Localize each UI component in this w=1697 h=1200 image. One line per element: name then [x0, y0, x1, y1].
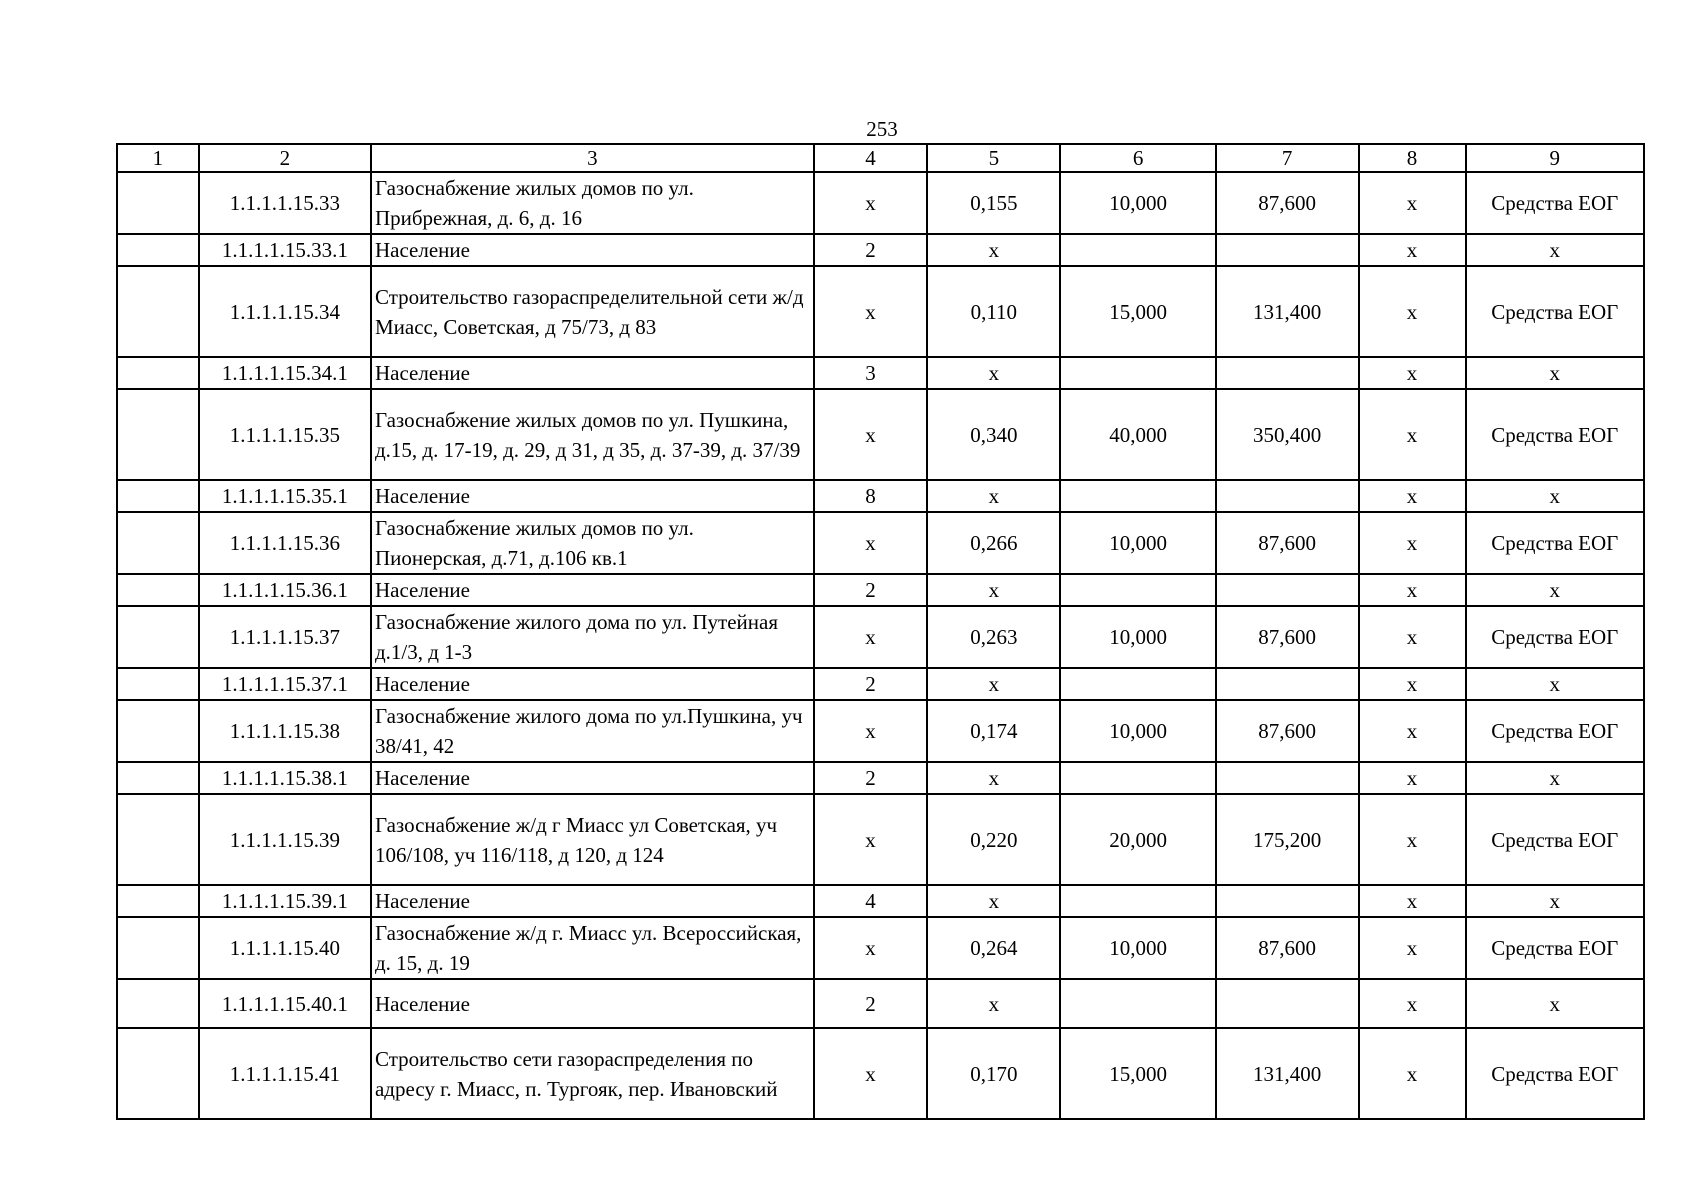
- value-cell: [1060, 480, 1215, 512]
- value-cell: 10,000: [1060, 172, 1215, 234]
- header-cell: 1: [117, 144, 199, 172]
- value-cell: 131,400: [1216, 266, 1359, 357]
- row-index-cell: [117, 574, 199, 606]
- mark-cell: х: [1359, 606, 1466, 668]
- value-cell: 0,264: [927, 917, 1060, 979]
- table-row: [117, 389, 1644, 480]
- count-cell: 2: [814, 668, 927, 700]
- description-cell: Газоснабжение жилого дома по ул.Пушкина, уч 38/41, 42: [371, 700, 814, 762]
- value-cell: 0,174: [927, 700, 1060, 762]
- count-cell: 2: [814, 762, 927, 794]
- value-cell: [1060, 979, 1215, 1028]
- table-row: [117, 172, 1644, 234]
- value-cell: 175,200: [1216, 794, 1359, 885]
- description-cell: Газоснабжение жилых домов по ул. Пушкина, д.15, д. 17-19, д. 29, д 31, д 35, д. 37-39, д. 37/39: [371, 389, 814, 480]
- funding-source-cell: Средства ЕОГ: [1466, 794, 1644, 885]
- funding-source-cell: Средства ЕОГ: [1466, 1028, 1644, 1119]
- mark-cell: х: [1359, 1028, 1466, 1119]
- column-number-header-row: [117, 144, 1644, 172]
- count-cell: х: [814, 266, 927, 357]
- value-cell: 0,263: [927, 606, 1060, 668]
- description-cell: Газоснабжение жилого дома по ул. Путейная д.1/3, д 1-3: [371, 606, 814, 668]
- table-row: [117, 917, 1644, 979]
- description-cell: Население: [371, 357, 814, 389]
- item-code-cell: 1.1.1.1.15.37.1: [199, 668, 371, 700]
- header-cell: 4: [814, 144, 927, 172]
- value-cell: 87,600: [1216, 917, 1359, 979]
- item-code-cell: 1.1.1.1.15.38: [199, 700, 371, 762]
- table-row: [117, 234, 1644, 266]
- count-cell: х: [814, 606, 927, 668]
- table-row: [117, 700, 1644, 762]
- table-row: [117, 480, 1644, 512]
- value-cell: х: [927, 979, 1060, 1028]
- table-row: [117, 266, 1644, 357]
- value-cell: 40,000: [1060, 389, 1215, 480]
- page-number: 253: [866, 117, 898, 141]
- row-index-cell: [117, 512, 199, 574]
- funding-source-cell: х: [1466, 574, 1644, 606]
- funding-source-cell: х: [1466, 979, 1644, 1028]
- count-cell: 2: [814, 234, 927, 266]
- mark-cell: х: [1359, 234, 1466, 266]
- count-cell: 8: [814, 480, 927, 512]
- funding-source-cell: Средства ЕОГ: [1466, 606, 1644, 668]
- funding-source-cell: Средства ЕОГ: [1466, 266, 1644, 357]
- description-cell: Население: [371, 668, 814, 700]
- value-cell: [1060, 357, 1215, 389]
- item-code-cell: 1.1.1.1.15.38.1: [199, 762, 371, 794]
- value-cell: [1216, 762, 1359, 794]
- mark-cell: х: [1359, 512, 1466, 574]
- table-row: [117, 357, 1644, 389]
- value-cell: 0,220: [927, 794, 1060, 885]
- item-code-cell: 1.1.1.1.15.33.1: [199, 234, 371, 266]
- row-index-cell: [117, 480, 199, 512]
- row-index-cell: [117, 794, 199, 885]
- mark-cell: х: [1359, 172, 1466, 234]
- value-cell: х: [927, 885, 1060, 917]
- mark-cell: х: [1359, 668, 1466, 700]
- value-cell: [1216, 480, 1359, 512]
- table-row: [117, 1028, 1644, 1119]
- value-cell: 10,000: [1060, 700, 1215, 762]
- row-index-cell: [117, 885, 199, 917]
- value-cell: [1060, 668, 1215, 700]
- description-cell: Газоснабжение ж/д г Миасс ул Советская, уч 106/108, уч 116/118, д 120, д 124: [371, 794, 814, 885]
- description-cell: Строительство газораспределительной сети ж/д Миасс, Советская, д 75/73, д 83: [371, 266, 814, 357]
- mark-cell: х: [1359, 266, 1466, 357]
- value-cell: 10,000: [1060, 512, 1215, 574]
- count-cell: 2: [814, 979, 927, 1028]
- row-index-cell: [117, 762, 199, 794]
- item-code-cell: 1.1.1.1.15.40.1: [199, 979, 371, 1028]
- value-cell: [1216, 234, 1359, 266]
- description-cell: Население: [371, 979, 814, 1028]
- table-row: [117, 762, 1644, 794]
- header-cell: 9: [1466, 144, 1644, 172]
- value-cell: 87,600: [1216, 700, 1359, 762]
- row-index-cell: [117, 668, 199, 700]
- header-cell: 6: [1060, 144, 1215, 172]
- count-cell: х: [814, 1028, 927, 1119]
- value-cell: 350,400: [1216, 389, 1359, 480]
- row-index-cell: [117, 234, 199, 266]
- item-code-cell: 1.1.1.1.15.34.1: [199, 357, 371, 389]
- value-cell: 0,170: [927, 1028, 1060, 1119]
- value-cell: 87,600: [1216, 606, 1359, 668]
- description-cell: Население: [371, 762, 814, 794]
- item-code-cell: 1.1.1.1.15.37: [199, 606, 371, 668]
- item-code-cell: 1.1.1.1.15.35.1: [199, 480, 371, 512]
- header-cell: 7: [1216, 144, 1359, 172]
- item-code-cell: 1.1.1.1.15.39.1: [199, 885, 371, 917]
- header-cell: 5: [927, 144, 1060, 172]
- funding-source-cell: Средства ЕОГ: [1466, 917, 1644, 979]
- count-cell: х: [814, 794, 927, 885]
- item-code-cell: 1.1.1.1.15.40: [199, 917, 371, 979]
- value-cell: 15,000: [1060, 1028, 1215, 1119]
- value-cell: [1060, 234, 1215, 266]
- value-cell: [1216, 979, 1359, 1028]
- table-row: [117, 885, 1644, 917]
- mark-cell: х: [1359, 574, 1466, 606]
- funding-source-cell: Средства ЕОГ: [1466, 700, 1644, 762]
- description-cell: Газоснабжение жилых домов по ул. Прибрежная, д. 6, д. 16: [371, 172, 814, 234]
- row-index-cell: [117, 917, 199, 979]
- funding-source-cell: Средства ЕОГ: [1466, 512, 1644, 574]
- value-cell: 87,600: [1216, 172, 1359, 234]
- header-cell: 2: [199, 144, 371, 172]
- row-index-cell: [117, 357, 199, 389]
- value-cell: [1216, 885, 1359, 917]
- table-row: [117, 512, 1644, 574]
- funding-source-cell: х: [1466, 668, 1644, 700]
- mark-cell: х: [1359, 480, 1466, 512]
- description-cell: Строительство сети газораспределения по адресу г. Миасс, п. Тургояк, пер. Ивановский: [371, 1028, 814, 1119]
- count-cell: х: [814, 512, 927, 574]
- investment-table: [116, 143, 1645, 1120]
- funding-source-cell: х: [1466, 885, 1644, 917]
- value-cell: [1060, 885, 1215, 917]
- value-cell: х: [927, 480, 1060, 512]
- value-cell: 20,000: [1060, 794, 1215, 885]
- row-index-cell: [117, 266, 199, 357]
- row-index-cell: [117, 1028, 199, 1119]
- header-cell: 3: [371, 144, 814, 172]
- funding-source-cell: х: [1466, 357, 1644, 389]
- mark-cell: х: [1359, 979, 1466, 1028]
- funding-source-cell: х: [1466, 762, 1644, 794]
- value-cell: [1060, 574, 1215, 606]
- value-cell: 0,340: [927, 389, 1060, 480]
- mark-cell: х: [1359, 357, 1466, 389]
- count-cell: х: [814, 917, 927, 979]
- value-cell: [1216, 357, 1359, 389]
- funding-source-cell: х: [1466, 480, 1644, 512]
- row-index-cell: [117, 172, 199, 234]
- description-cell: Население: [371, 234, 814, 266]
- value-cell: 10,000: [1060, 917, 1215, 979]
- value-cell: 10,000: [1060, 606, 1215, 668]
- value-cell: х: [927, 668, 1060, 700]
- value-cell: 131,400: [1216, 1028, 1359, 1119]
- value-cell: 87,600: [1216, 512, 1359, 574]
- table-row: [117, 668, 1644, 700]
- value-cell: х: [927, 357, 1060, 389]
- funding-source-cell: Средства ЕОГ: [1466, 389, 1644, 480]
- funding-source-cell: х: [1466, 234, 1644, 266]
- mark-cell: х: [1359, 794, 1466, 885]
- value-cell: х: [927, 234, 1060, 266]
- value-cell: [1216, 668, 1359, 700]
- row-index-cell: [117, 700, 199, 762]
- value-cell: х: [927, 574, 1060, 606]
- row-index-cell: [117, 979, 199, 1028]
- item-code-cell: 1.1.1.1.15.34: [199, 266, 371, 357]
- description-cell: Население: [371, 574, 814, 606]
- item-code-cell: 1.1.1.1.15.35: [199, 389, 371, 480]
- count-cell: 2: [814, 574, 927, 606]
- mark-cell: х: [1359, 917, 1466, 979]
- table-row: [117, 794, 1644, 885]
- count-cell: 3: [814, 357, 927, 389]
- row-index-cell: [117, 389, 199, 480]
- row-index-cell: [117, 606, 199, 668]
- count-cell: х: [814, 172, 927, 234]
- item-code-cell: 1.1.1.1.15.36: [199, 512, 371, 574]
- value-cell: [1060, 762, 1215, 794]
- table-row: [117, 574, 1644, 606]
- table-row: [117, 606, 1644, 668]
- description-cell: Газоснабжение ж/д г. Миасс ул. Всероссийская, д. 15, д. 19: [371, 917, 814, 979]
- description-cell: Население: [371, 480, 814, 512]
- count-cell: х: [814, 389, 927, 480]
- table-row: [117, 979, 1644, 1028]
- item-code-cell: 1.1.1.1.15.36.1: [199, 574, 371, 606]
- count-cell: х: [814, 700, 927, 762]
- mark-cell: х: [1359, 700, 1466, 762]
- item-code-cell: 1.1.1.1.15.33: [199, 172, 371, 234]
- item-code-cell: 1.1.1.1.15.39: [199, 794, 371, 885]
- count-cell: 4: [814, 885, 927, 917]
- value-cell: 0,155: [927, 172, 1060, 234]
- mark-cell: х: [1359, 762, 1466, 794]
- mark-cell: х: [1359, 389, 1466, 480]
- value-cell: 0,110: [927, 266, 1060, 357]
- funding-source-cell: Средства ЕОГ: [1466, 172, 1644, 234]
- description-cell: Население: [371, 885, 814, 917]
- item-code-cell: 1.1.1.1.15.41: [199, 1028, 371, 1119]
- description-cell: Газоснабжение жилых домов по ул. Пионерская, д.71, д.106 кв.1: [371, 512, 814, 574]
- value-cell: [1216, 574, 1359, 606]
- value-cell: х: [927, 762, 1060, 794]
- value-cell: 15,000: [1060, 266, 1215, 357]
- header-cell: 8: [1359, 144, 1466, 172]
- mark-cell: х: [1359, 885, 1466, 917]
- value-cell: 0,266: [927, 512, 1060, 574]
